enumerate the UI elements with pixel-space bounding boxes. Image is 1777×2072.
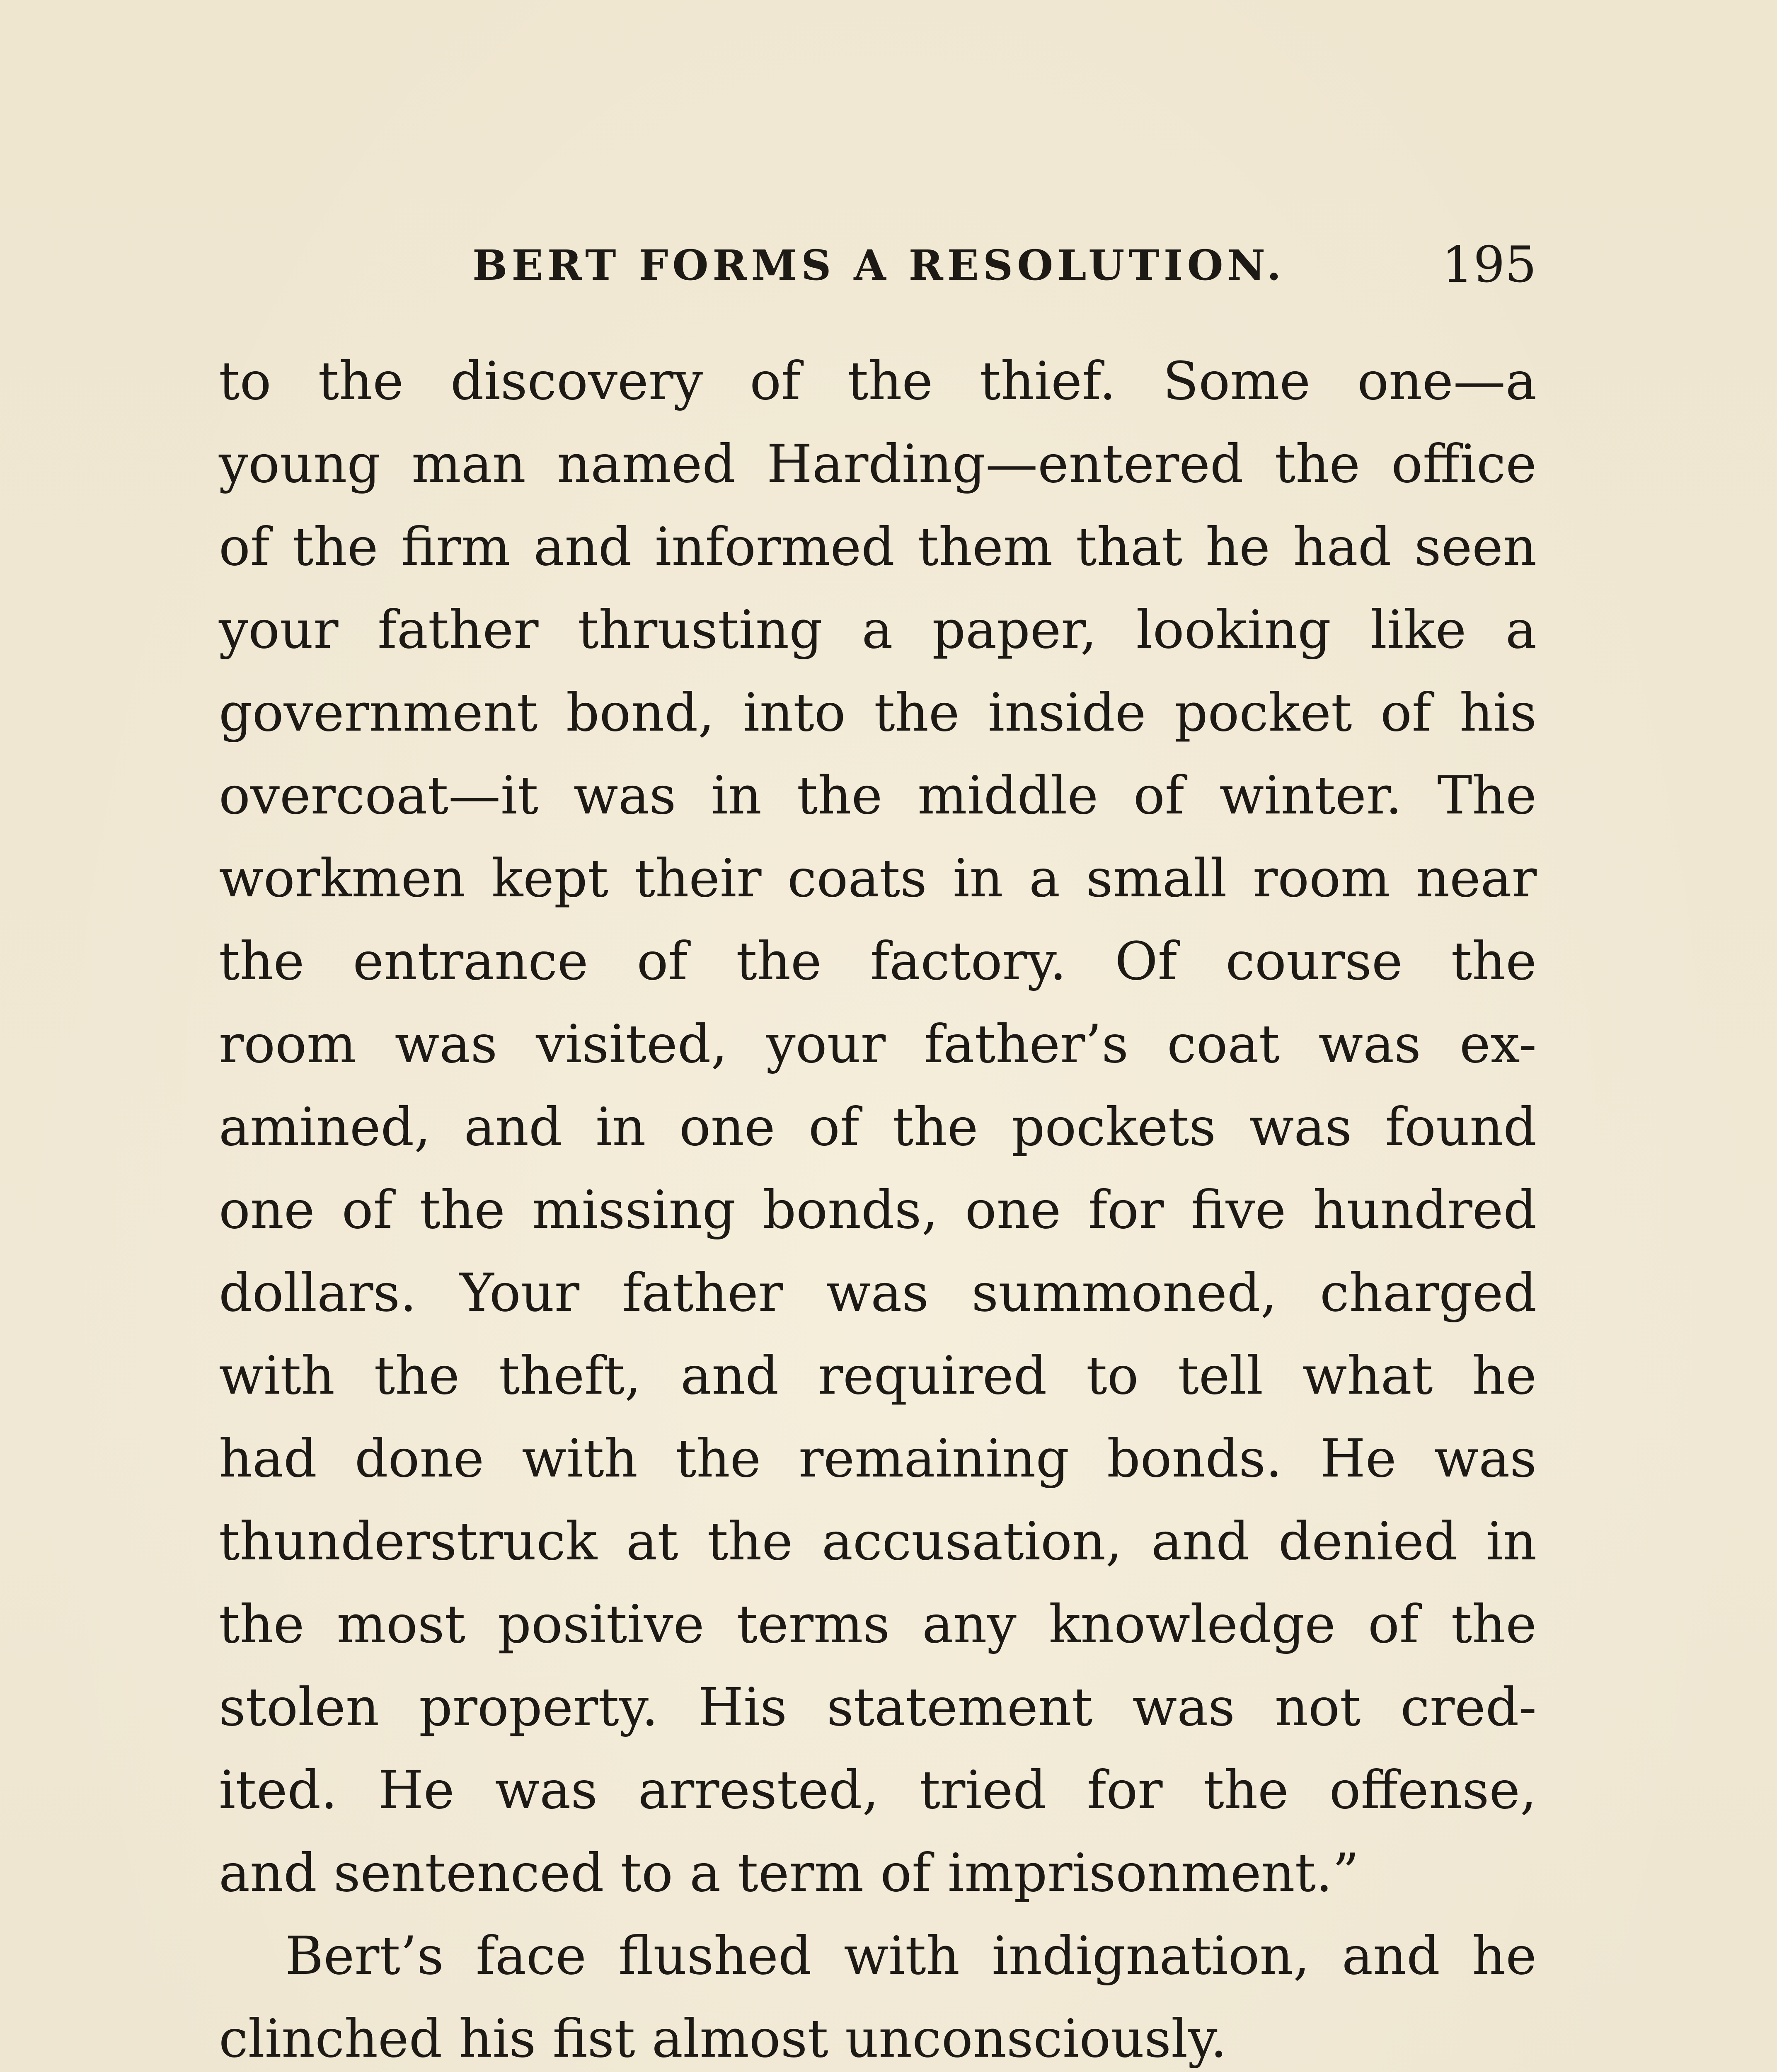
text-line: your father thrusting a paper, looking like a xyxy=(219,599,1537,660)
page-number: 195 xyxy=(1441,236,1537,294)
text-line: overcoat—it was in the middle of winter. The xyxy=(219,765,1537,826)
text-line: the entrance of the factory. Of course the xyxy=(219,931,1537,992)
text-line: young man named Harding—entered the office xyxy=(219,433,1537,494)
text-line: amined, and in one of the pockets was found xyxy=(219,1097,1537,1157)
text-line: to the discovery of the thief. Some one—a xyxy=(219,351,1537,411)
text-line: thunderstruck at the accusation, and denied in xyxy=(219,1511,1537,1572)
running-head-title: BERT FORMS A RESOLUTION. xyxy=(472,241,1286,290)
text-line: ited. He was arrested, tried for the offense, xyxy=(219,1760,1537,1820)
text-line: room was visited, your father’s coat was ex- xyxy=(219,1014,1537,1075)
body-text xyxy=(219,340,1537,2072)
text-line: stolen property. His statement was not cred- xyxy=(219,1677,1537,1738)
text-line: government bond, into the inside pocket of his xyxy=(219,682,1537,743)
text-line: dollars. Your father was summoned, charged xyxy=(219,1262,1537,1323)
text-line: of the firm and informed them that he had seen xyxy=(219,516,1537,577)
text-line: with the theft, and required to tell what he xyxy=(219,1345,1537,1406)
text-line: one of the missing bonds, one for five hundred xyxy=(219,1179,1537,1240)
text-line: the most positive terms any knowledge of the xyxy=(219,1594,1537,1655)
text-line: had done with the remaining bonds. He was xyxy=(219,1428,1537,1489)
text-line: and sentenced to a term of imprisonment.” xyxy=(219,1842,1359,1903)
text-line: workmen kept their coats in a small room near xyxy=(219,848,1537,909)
text-line: Bert’s face flushed with indignation, and he xyxy=(285,1925,1537,1986)
text-line: clinched his fist almost unconsciously. xyxy=(219,2008,1227,2069)
